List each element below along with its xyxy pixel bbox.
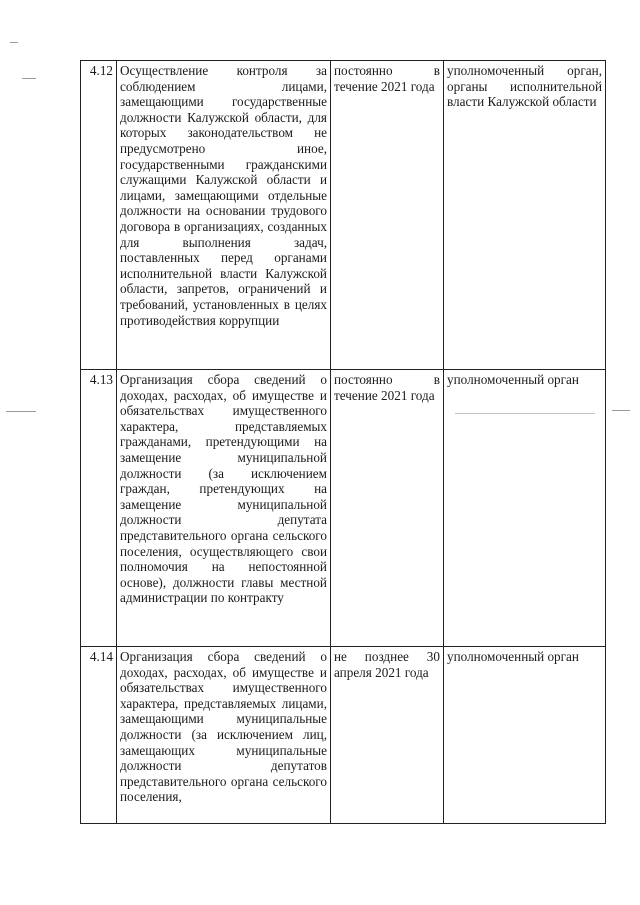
item-number: 4.14 [81,647,117,824]
item-number: 4.13 [81,370,117,647]
table-row [81,61,606,370]
scan-mark [6,411,36,412]
item-number: 4.12 [81,61,117,370]
measure-description: Организация сбора сведений о доходах, расходах, об имуществе и обязательствах имущественного характера, представляемых лицами, замещающими муниципальные должности (за исключением лиц, замещающих муниципальные должности депутатов представительного органа сельского поселения, [117,647,331,824]
measure-description: Осуществление контроля за соблюдением лицами, замещающими государственные должности Калужской области, для которых законодательством не предусмотрено иное, государственными гражданскими служащими Калужской области и лицами, замещающими отдельные должности на основании трудового договора в организациях, созданных для выполнения задач, поставленных перед органами исполнительной власти Калужской области, запретов, ограничений и требований, установленных в целях противодействия коррупции [117,61,331,370]
responsible-body: уполномоченный орган [444,370,606,647]
responsible-body: уполномоченный орган, органы исполнительной власти Калужской области [444,61,606,370]
deadline: постоянно в течение 2021 года [331,61,444,370]
scan-mark [612,410,630,411]
measures-table [80,60,606,824]
deadline: не позднее 30 апреля 2021 года [331,647,444,824]
responsible-body: уполномоченный орган [444,647,606,824]
measure-description: Организация сбора сведений о доходах, расходах, об имуществе и обязательствах имущественного характера, представляемых гражданами, претендующими на замещение муниципальной должности (за исключением граждан, претендующих на замещение муниципальной должности депутата представительного органа сельского поселения, осуществляющего свои полномочия на непостоянной основе), должности главы местной администрации по контракту [117,370,331,647]
table-row [81,370,606,647]
scan-mark [22,78,36,79]
deadline: постоянно в течение 2021 года [331,370,444,647]
scan-mark [10,42,18,43]
table-row [81,647,606,824]
